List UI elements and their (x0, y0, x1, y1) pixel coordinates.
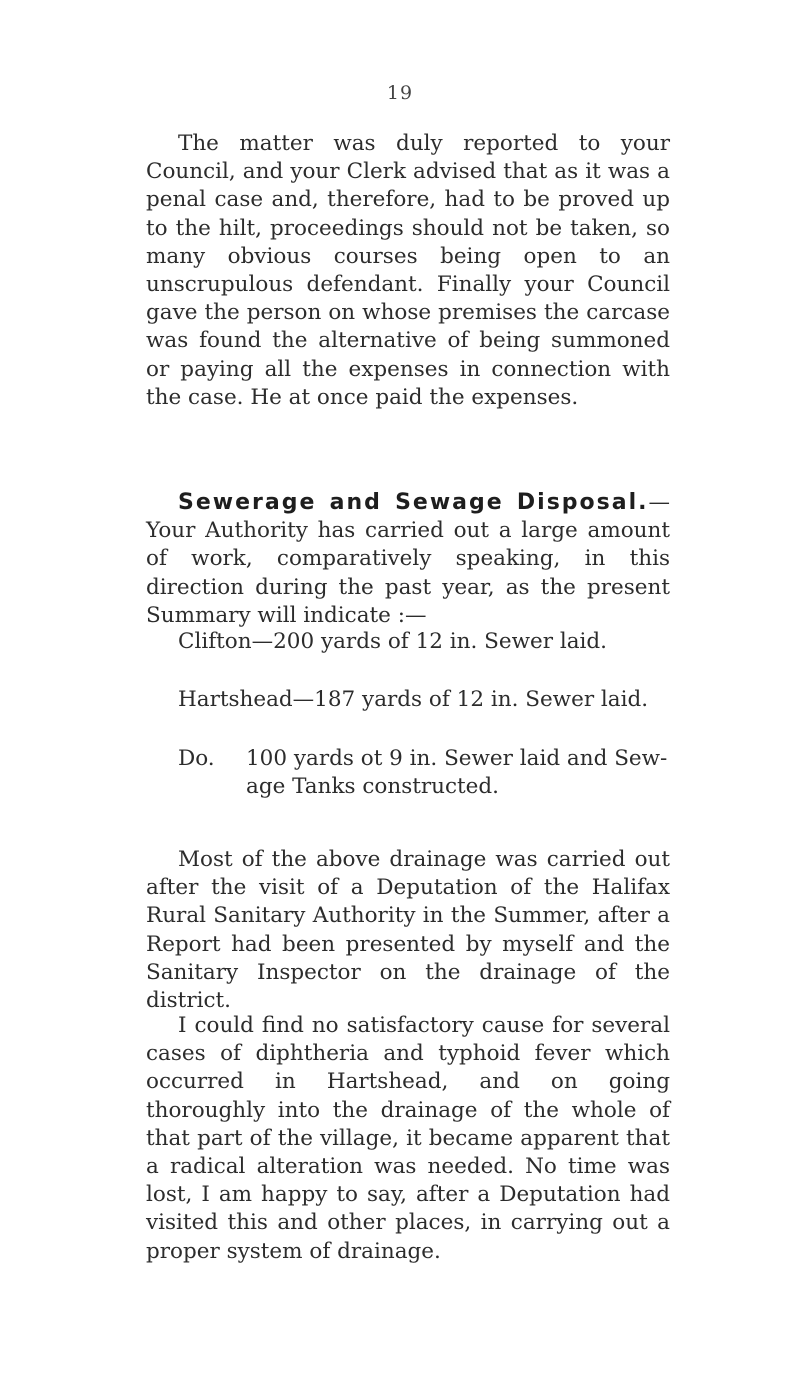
paragraph-sewerage-body: —Your Authority has carried out a large amount of work, comparatively speaking, in this direction during the past year, as the present Summary will indicate :— (146, 490, 670, 628)
ditto-text-first: 100 yards ot 9 in. Sewer laid and Sew- (246, 746, 668, 771)
paragraph-sewerage (146, 489, 670, 630)
summary-line-ditto (178, 745, 678, 801)
ditto-label: Do. (178, 746, 215, 771)
summary-line-hartshead: Hartshead—187 yards of 12 in. Sewer laid. (178, 687, 649, 712)
page-number: 19 (386, 82, 414, 104)
section-heading-sewerage: Sewerage and Sewage Disposal. (178, 490, 649, 515)
ditto-text-continued: age Tanks constructed. (246, 774, 500, 800)
paragraph-diphtheria: I could find no satisfactory cause for several cases of diphtheria and typhoid fever which occurred in Hartshead, and on going thoroughly into the drainage of the whole of that part of the village, it became apparent that a radical alteration was needed. No time was lost, I am happy to say, after a Deputation had visited this and other places, in carrying out a proper system of drainage. (146, 1013, 670, 1264)
summary-line-clifton: Clifton—200 yards of 12 in. Sewer laid. (178, 629, 608, 654)
paragraph-council-matter: The matter was duly reported to your Council, and your Clerk advised that as it was a penal case and, therefore, had to be proved up to the hilt, proceedings should not be taken, so many obvious courses being open to an unscrupulous defendant. Finally your Council gave the person on whose premises the carcase was found the alternative of being summoned or paying all the expenses in connection with the case. He at once paid the expenses. (146, 131, 670, 410)
paragraph-deputation: Most of the above drainage was carried out after the visit of a Deputation of the Halifax Rural Sanitary Authority in the Summer, after a Report had been presented by myself and the Sanitary Inspector on the drainage of the district. (146, 847, 670, 1014)
